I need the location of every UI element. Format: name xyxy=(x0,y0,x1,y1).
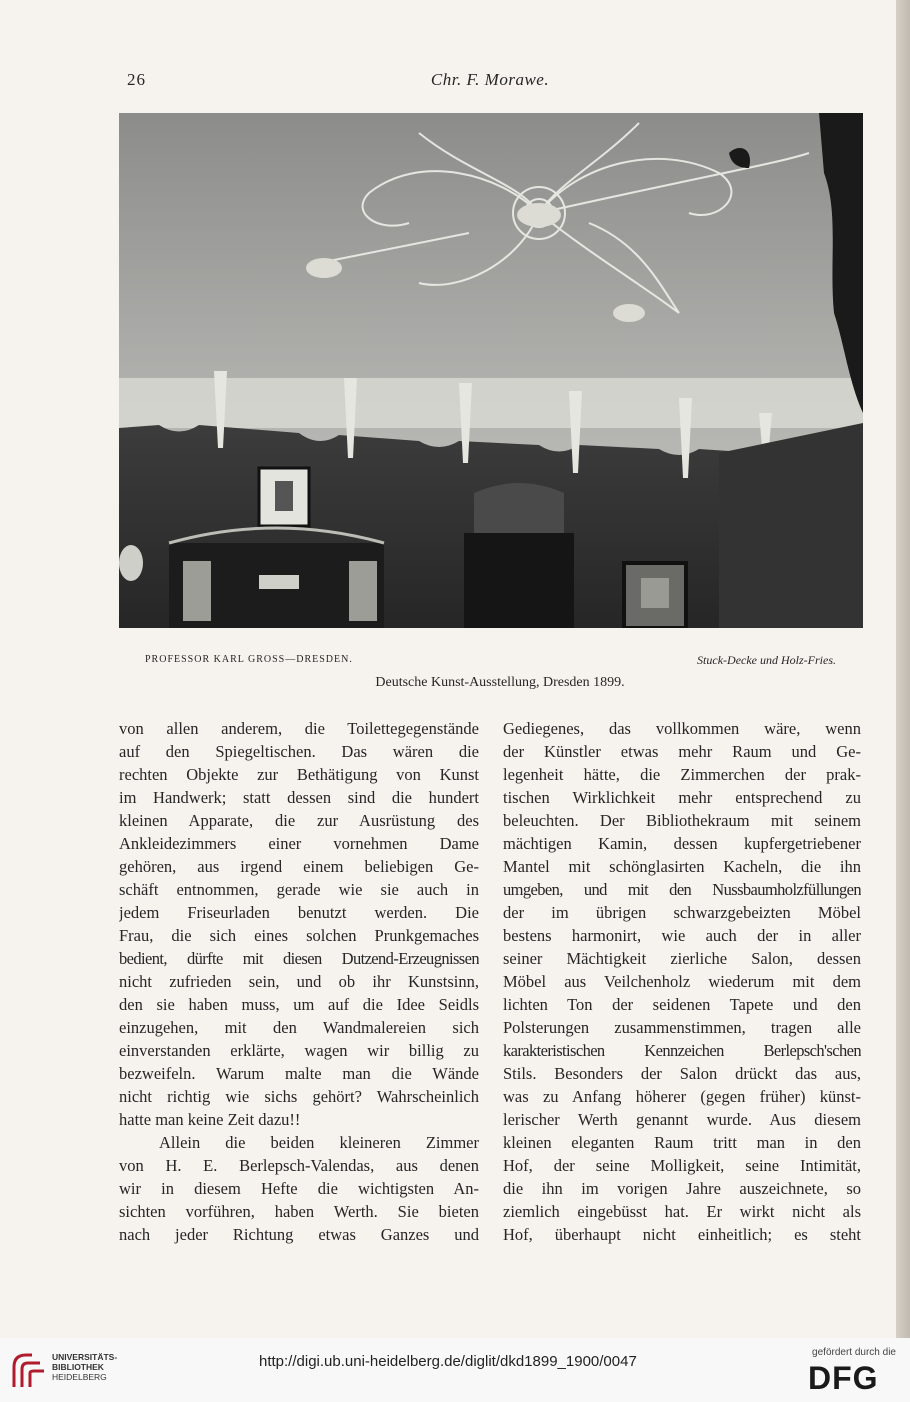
text-line: der im übrigen schwarzgebeizten Möbel xyxy=(503,903,861,922)
text-line: einverstanden erklärte, wagen wir billig zu xyxy=(119,1041,479,1060)
text-line: Hof, überhaupt nicht einheitlich; es steht xyxy=(503,1225,861,1244)
text-line: von allen anderem, die Toilettegegenstände xyxy=(119,719,479,738)
library-name-line3: HEIDELBERG xyxy=(52,1372,107,1382)
text-line: legenheit hätte, die Zimmerchen der prak- xyxy=(503,765,861,784)
running-title: Chr. F. Morawe. xyxy=(430,70,550,89)
figure-caption-title: Stuck-Decke und Holz-Fries. xyxy=(697,653,836,667)
photo-illustration xyxy=(119,113,863,628)
text-line: lerischer Werth genannt wurde. Aus diesem xyxy=(503,1110,861,1129)
text-line: jedem Friseurladen benutzt werden. Die xyxy=(119,903,479,922)
text-column-right xyxy=(503,717,861,1246)
text-line: seiner Mächtigkeit zierliche Salon, dessen xyxy=(503,949,861,968)
text-line: wir in diesem Hefte die wichtigsten An- xyxy=(119,1179,479,1198)
university-library-logo-text[interactable] xyxy=(52,1352,117,1382)
interior-photograph xyxy=(119,113,863,628)
text-line: von H. E. Berlepsch-Valendas, aus denen xyxy=(119,1156,479,1175)
text-line: Stils. Besonders der Salon drückt das aus, xyxy=(503,1064,861,1083)
figure-caption-artist: PROFESSOR KARL GROSS—DRESDEN. xyxy=(145,654,353,665)
library-name-line1: UNIVERSITÄTS- xyxy=(52,1352,118,1362)
text-line: schäft entnommen, gerade wie sie auch in xyxy=(119,880,479,899)
page-edge xyxy=(896,0,910,1338)
permalink-url[interactable]: http://digi.ub.uni-heidelberg.de/diglit/dkd1899_1900/0047 xyxy=(259,1353,637,1370)
text-line: Frau, die sich eines solchen Prunkgemaches xyxy=(119,926,479,945)
text-line: die ihn im vorigen Jahre auszeichnete, so xyxy=(503,1179,861,1198)
text-line: tischen Wirklichkeit mehr entsprechend zu xyxy=(503,788,861,807)
text-line: rechten Objekte zur Bethätigung von Kunst xyxy=(119,765,479,784)
text-line: lichten Ton der seidenen Tapete und den xyxy=(503,995,861,1014)
text-line: Ankleidezimmers einer vornehmen Dame xyxy=(119,834,479,853)
text-column-left xyxy=(119,717,479,1246)
text-line: nicht richtig wie sichs gehört? Wahrscheinlich xyxy=(119,1087,479,1106)
text-line: karakteristischen Kennzeichen Berlepsch'schen xyxy=(503,1041,861,1060)
text-line: einzugehen, mit den Wandmalereien sich xyxy=(119,1018,479,1037)
text-line: auf den Spiegeltischen. Das wären die xyxy=(119,742,479,761)
university-library-logo-icon[interactable] xyxy=(10,1347,48,1391)
library-name-line2: BIBLIOTHEK xyxy=(52,1362,104,1372)
text-line: ziemlich eingebüsst hat. Er wirkt nicht als xyxy=(503,1202,861,1221)
text-line: sichten vorführen, haben Werth. Sie bieten xyxy=(119,1202,479,1221)
text-line: den sie haben muss, um auf die Idee Seidls xyxy=(119,995,479,1014)
text-line: im Handwerk; statt dessen sind die hundert xyxy=(119,788,479,807)
text-line: Allein die beiden kleineren Zimmer xyxy=(159,1133,479,1152)
text-line: beleuchten. Der Bibliothekraum mit seinem xyxy=(503,811,861,830)
text-line: kleinen Apparate, die zur Ausrüstung des xyxy=(119,811,479,830)
figure-caption-exhibition: Deutsche Kunst-Ausstellung, Dresden 1899. xyxy=(375,675,625,690)
text-line: Gediegenes, das vollkommen wäre, wenn xyxy=(503,719,861,738)
text-line: gehören, aus irgend einem beliebigen Ge- xyxy=(119,857,479,876)
funding-note: gefördert durch die xyxy=(812,1347,896,1358)
text-line: bestens harmonirt, wie auch der in aller xyxy=(503,926,861,945)
text-line: Mantel mit schönglasirten Kacheln, die ihn xyxy=(503,857,861,876)
text-line: mächtigen Kamin, dessen kupfergetriebener xyxy=(503,834,861,853)
text-line: nicht zufrieden sein, und ob ihr Kunstsinn, xyxy=(119,972,479,991)
dfg-logo[interactable]: DFG xyxy=(808,1360,879,1396)
text-line: nach jeder Richtung etwas Ganzes und xyxy=(119,1225,479,1244)
text-line: bezweifeln. Warum malte man die Wände xyxy=(119,1064,479,1083)
text-line: bedient, dürfte mit diesen Dutzend-Erzeugnissen xyxy=(119,949,479,968)
text-line: Hof, der seine Molligkeit, seine Intimität, xyxy=(503,1156,861,1175)
text-line: was zu Anfang höherer (gegen früher) künst- xyxy=(503,1087,861,1106)
text-line: Möbel aus Veilchenholz wiederum mit dem xyxy=(503,972,861,991)
text-line: Polsterungen zusammenstimmen, tragen alle xyxy=(503,1018,861,1037)
text-line: umgeben, und mit den Nussbaumholzfüllungen xyxy=(503,880,861,899)
text-line: der Künstler etwas mehr Raum und Ge- xyxy=(503,742,861,761)
page-number: 26 xyxy=(127,70,146,89)
text-line: kleinen eleganten Raum tritt man in den xyxy=(503,1133,861,1152)
text-line: hatte man keine Zeit dazu!! xyxy=(119,1110,301,1129)
